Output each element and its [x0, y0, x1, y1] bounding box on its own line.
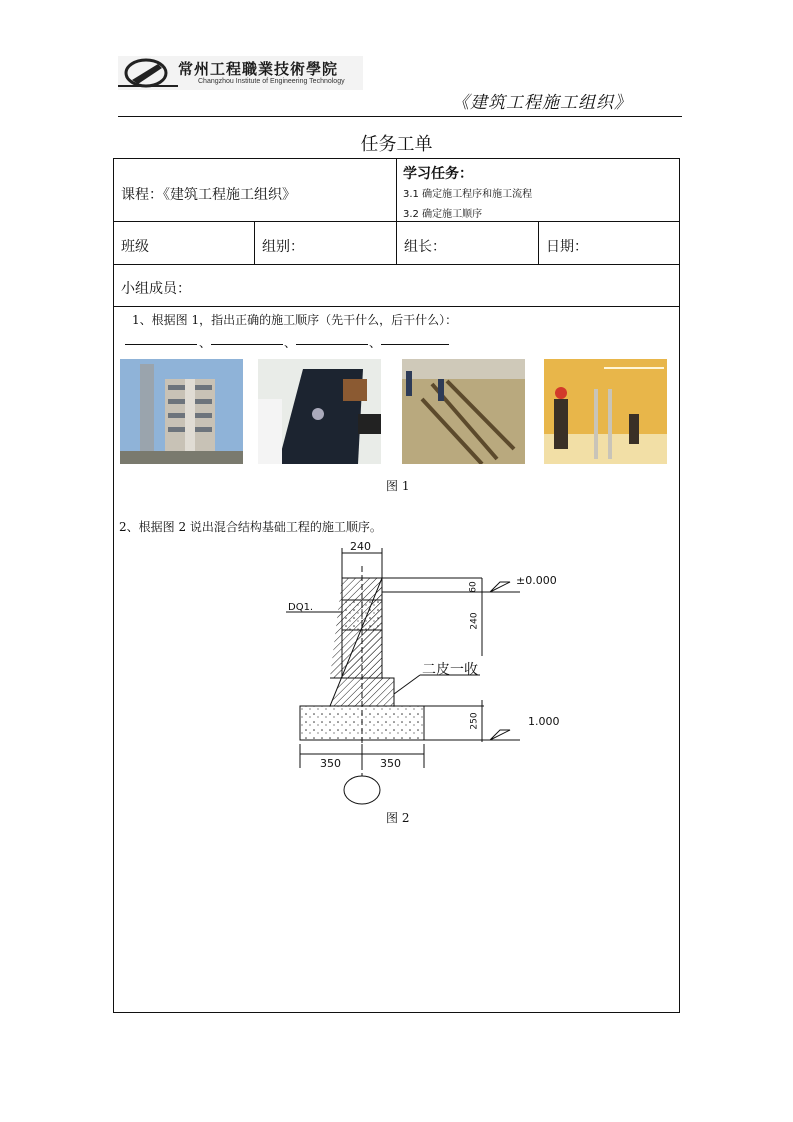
separator: 、 [284, 336, 297, 350]
figure-1-caption: 图 1 [386, 479, 410, 493]
class-label: 班级 [121, 239, 149, 255]
dim-left: 350 [320, 757, 341, 770]
members-label: 小组成员： [121, 281, 191, 297]
photo-foundation [402, 359, 525, 464]
wall-label: DQ1. [288, 602, 314, 613]
answer-blank [296, 344, 368, 345]
course-label: 课程：《建筑工程施工组织》 [121, 187, 296, 203]
dim-240: 240 [469, 612, 480, 630]
row-divider [113, 306, 680, 307]
row-divider [113, 264, 680, 265]
photo-main-structure [120, 359, 243, 464]
answer-blank [381, 344, 449, 345]
answer-blank [211, 344, 283, 345]
separator: 、 [199, 336, 212, 350]
col-divider [396, 158, 397, 221]
dim-60: 60 [468, 581, 479, 593]
header-rule [118, 116, 682, 117]
level-top: ±0.000 [516, 574, 557, 587]
group-label: 组别： [262, 239, 304, 255]
level-bottom: 1.000 [528, 715, 560, 728]
task-title: 学习任务： [403, 166, 473, 182]
figure-2-caption: 图 2 [386, 811, 410, 825]
photo-decoration [544, 359, 667, 464]
col-divider [254, 221, 255, 264]
school-name: 常州工程職業技術學院 [178, 60, 339, 78]
answer-blank [125, 344, 197, 345]
leader-label: 组长： [404, 239, 446, 255]
dim-top: 240 [350, 540, 371, 553]
dim-250: 250 [469, 712, 480, 730]
question-1: 1、根据图 1，指出正确的施工顺序（先干什么，后干什么）： [132, 313, 458, 327]
dim-right: 350 [380, 757, 401, 770]
course-header: 《建筑工程施工组织》 [452, 93, 632, 113]
date-label: 日期： [546, 239, 588, 255]
task-item: 3.2 确定施工顺序 [403, 209, 483, 220]
page-title: 任务工单 [360, 134, 433, 155]
question-2: 2、根据图 2 说出混合结构基础工程的施工顺序。 [119, 520, 382, 534]
task-item: 3.1 确定施工程序和施工流程 [403, 189, 533, 200]
photo-waterproofing [258, 359, 381, 464]
brick-step-note: 二皮一收 [422, 662, 478, 678]
separator: 、 [369, 336, 382, 350]
col-divider [396, 221, 397, 264]
school-name-en: Changzhou Institute of Engineering Technology [198, 78, 345, 85]
col-divider [538, 221, 539, 264]
